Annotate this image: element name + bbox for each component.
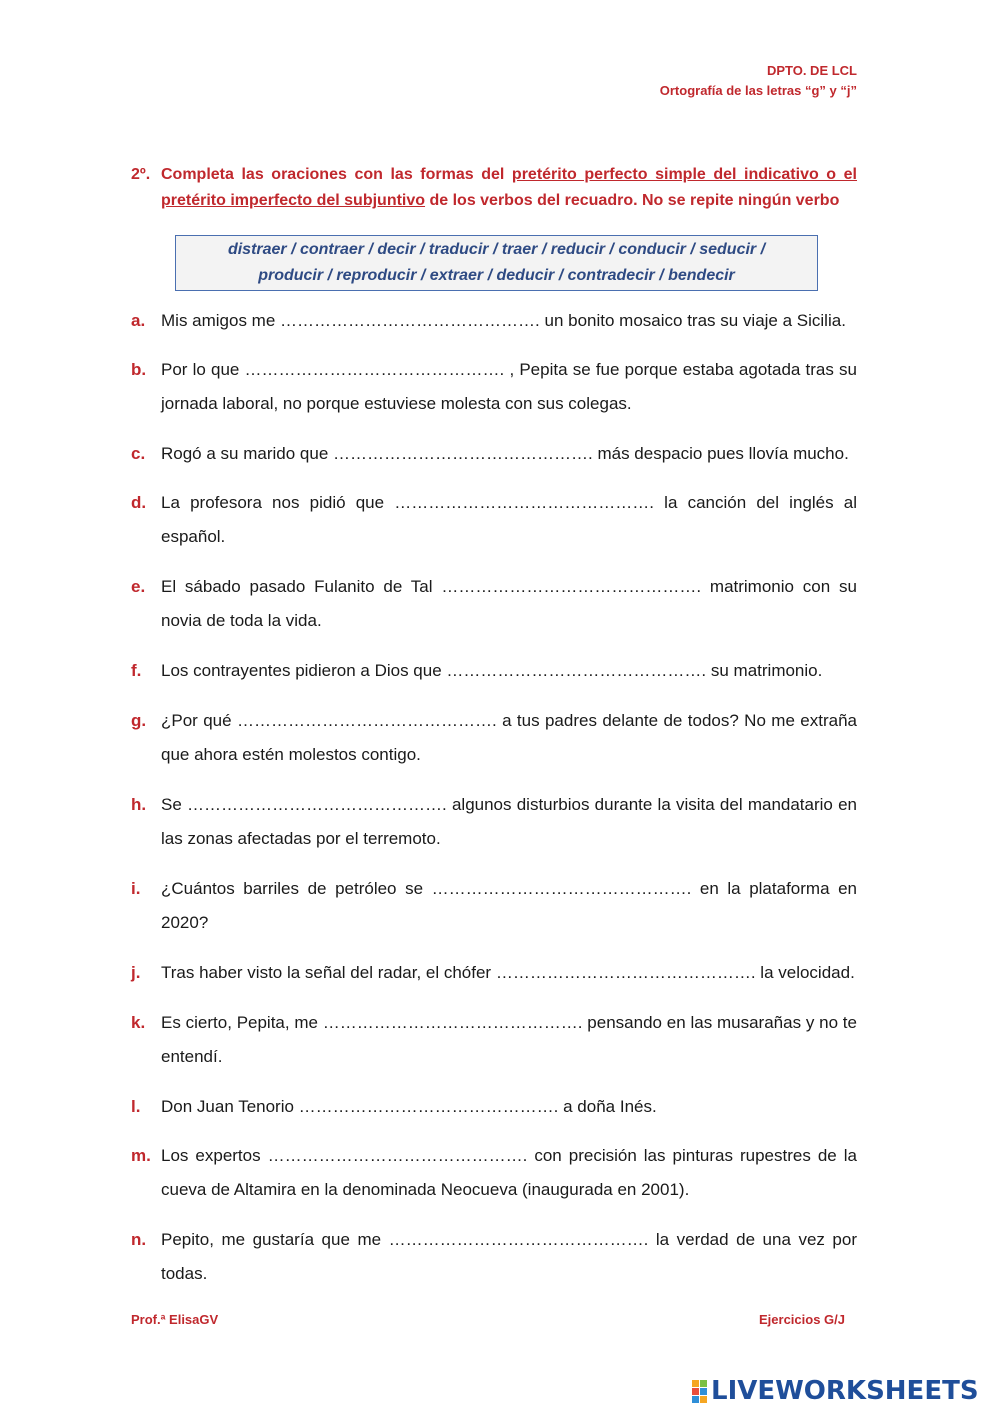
item-letter: i. xyxy=(131,879,141,898)
item-letter: h. xyxy=(131,795,147,814)
item-text-before: Mis amigos me xyxy=(161,311,281,330)
answer-blank[interactable]: ………………………………………. xyxy=(244,360,505,379)
item-text-before: Rogó a su marido que xyxy=(161,444,333,463)
instruction-text xyxy=(161,162,857,214)
item-text xyxy=(161,1090,857,1124)
instruction-underlined: pretérito perfecto simple del indicativo o el pretérito imperfecto del subjuntivo xyxy=(161,166,858,209)
item-text-before: Se xyxy=(161,795,188,814)
answer-blank[interactable]: ………………………………………. xyxy=(298,1097,559,1116)
item-letter: a. xyxy=(131,311,146,330)
item-letter: d. xyxy=(131,493,147,512)
item-text-before: El sábado pasado Fulanito de Tal xyxy=(161,577,442,596)
document-header xyxy=(660,61,857,101)
answer-blank[interactable]: ………………………………………. xyxy=(236,711,497,730)
liveworksheets-mark-icon xyxy=(692,1380,707,1403)
item-letter: n. xyxy=(131,1230,147,1249)
item-text xyxy=(161,570,857,638)
exercise-item-f xyxy=(131,654,857,688)
item-text xyxy=(161,304,857,338)
item-text-after: la verdad de una vez por todas. xyxy=(161,1230,857,1283)
item-letter: c. xyxy=(131,444,146,463)
footer-title: Ejercicios G/J xyxy=(759,1312,845,1327)
item-text xyxy=(161,1223,857,1291)
item-text-after: algunos disturbios durante la visita del mandatario en las zonas afectadas por el terremoto. xyxy=(161,795,857,848)
answer-blank[interactable]: ………………………………………. xyxy=(322,1013,583,1032)
answer-blank[interactable]: ………………………………………. xyxy=(431,879,692,898)
item-text-after: a doña Inés. xyxy=(558,1097,657,1116)
item-text-after: su matrimonio. xyxy=(706,661,823,680)
exercise-item-n xyxy=(131,1223,857,1291)
answer-blank[interactable]: ………………………………………. xyxy=(394,493,654,512)
item-text-before: ¿Cuántos barriles de petróleo se xyxy=(161,879,432,898)
item-text-after: pensando en las musarañas y no te entendí. xyxy=(161,1013,857,1066)
item-text-before: Don Juan Tenorio xyxy=(161,1097,299,1116)
logo-wordmark: LIVEWORKSHEETS xyxy=(711,1376,979,1406)
item-text-before: ¿Por qué xyxy=(161,711,237,730)
liveworksheets-logo[interactable] xyxy=(692,1376,979,1406)
item-text xyxy=(161,788,857,856)
item-text xyxy=(161,654,857,688)
item-letter: f. xyxy=(131,661,142,680)
exercise-item-a xyxy=(131,304,857,338)
exercise-instruction xyxy=(131,162,857,214)
item-letter: j. xyxy=(131,963,141,982)
item-letter: e. xyxy=(131,577,146,596)
answer-blank[interactable]: ………………………………………. xyxy=(446,661,707,680)
item-letter: b. xyxy=(131,360,147,379)
item-text-before: Pepito, me gustaría que me xyxy=(161,1230,389,1249)
exercise-number: 2º. xyxy=(131,166,151,183)
item-text-after: a tus padres delante de todos? No me extraña que ahora estén molestos contigo. xyxy=(161,711,857,764)
item-text-after: en la plataforma en 2020? xyxy=(161,879,858,932)
item-text-after: más despacio pues llovía mucho. xyxy=(592,444,849,463)
department-label: DPTO. DE LCL xyxy=(766,63,857,78)
verb-list-line-2: producir / reproducir / extraer / deducir / contradecir / bendecir xyxy=(258,267,735,284)
item-text xyxy=(161,1139,857,1207)
item-text xyxy=(161,486,857,554)
item-text-before: Los expertos xyxy=(161,1146,268,1165)
exercise-item-e xyxy=(131,570,857,638)
footer-author: Prof.ª ElisaGV xyxy=(131,1312,219,1327)
item-text xyxy=(161,437,857,471)
answer-blank[interactable]: ………………………………………. xyxy=(441,577,702,596)
item-text xyxy=(161,872,857,940)
exercise-item-i xyxy=(131,872,857,940)
item-letter: g. xyxy=(131,711,147,730)
item-text-before: Por lo que xyxy=(161,360,245,379)
answer-blank[interactable]: ………………………………………. xyxy=(187,795,447,814)
item-text-before: Los contrayentes pidieron a Dios que xyxy=(161,661,447,680)
exercise-item-m xyxy=(131,1139,857,1207)
item-text-before: La profesora nos pidió que xyxy=(161,493,395,512)
item-letter: l. xyxy=(131,1097,141,1116)
item-text xyxy=(161,353,857,421)
verb-box xyxy=(175,235,818,291)
item-text-after: la velocidad. xyxy=(755,963,855,982)
exercise-item-h xyxy=(131,788,857,856)
exercise-item-c xyxy=(131,437,857,471)
answer-blank[interactable]: ………………………………………. xyxy=(267,1146,528,1165)
item-text xyxy=(161,1006,857,1074)
answer-blank[interactable]: ………………………………………. xyxy=(495,963,756,982)
answer-blank[interactable]: ………………………………………. xyxy=(333,444,593,463)
exercise-item-l xyxy=(131,1090,857,1124)
answer-blank[interactable]: ………………………………………. xyxy=(280,311,540,330)
item-text xyxy=(161,704,857,772)
topic-label: Ortografía de las letras “g” y “j” xyxy=(659,83,857,98)
verb-list-line-1: distraer / contraer / decir / traducir / traer / reducir / conducir / seducir / xyxy=(227,241,766,258)
item-text xyxy=(161,956,857,990)
item-text-before: Tras haber visto la señal del radar, el chófer xyxy=(161,963,496,982)
item-text-after: matrimonio con su novia de toda la vida. xyxy=(161,577,857,630)
item-text-after: , Pepita se fue porque estaba agotada tras su jornada laboral, no porque estuviese molesta con sus colegas. xyxy=(161,360,857,413)
exercise-item-g xyxy=(131,704,857,772)
instruction-part-3: de los verbos del recuadro. No se repite ningún verbo xyxy=(425,192,840,209)
exercise-item-d xyxy=(131,486,857,554)
item-letter: m. xyxy=(131,1146,151,1165)
item-text-after: con precisión las pinturas rupestres de la cueva de Altamira en la denominada Neocueva (inaugurada en 2001). xyxy=(161,1146,857,1199)
exercise-item-b xyxy=(131,353,857,421)
item-letter: k. xyxy=(131,1013,146,1032)
answer-blank[interactable]: ………………………………………. xyxy=(388,1230,649,1249)
item-text-after: la canción del inglés al español. xyxy=(161,493,857,546)
instruction-part-1: Completa las oraciones con las formas del xyxy=(161,166,512,183)
exercise-item-k xyxy=(131,1006,857,1074)
exercise-item-j xyxy=(131,956,857,990)
item-text-before: Es cierto, Pepita, me xyxy=(161,1013,323,1032)
item-text-after: un bonito mosaico tras su viaje a Sicilia. xyxy=(539,311,846,330)
